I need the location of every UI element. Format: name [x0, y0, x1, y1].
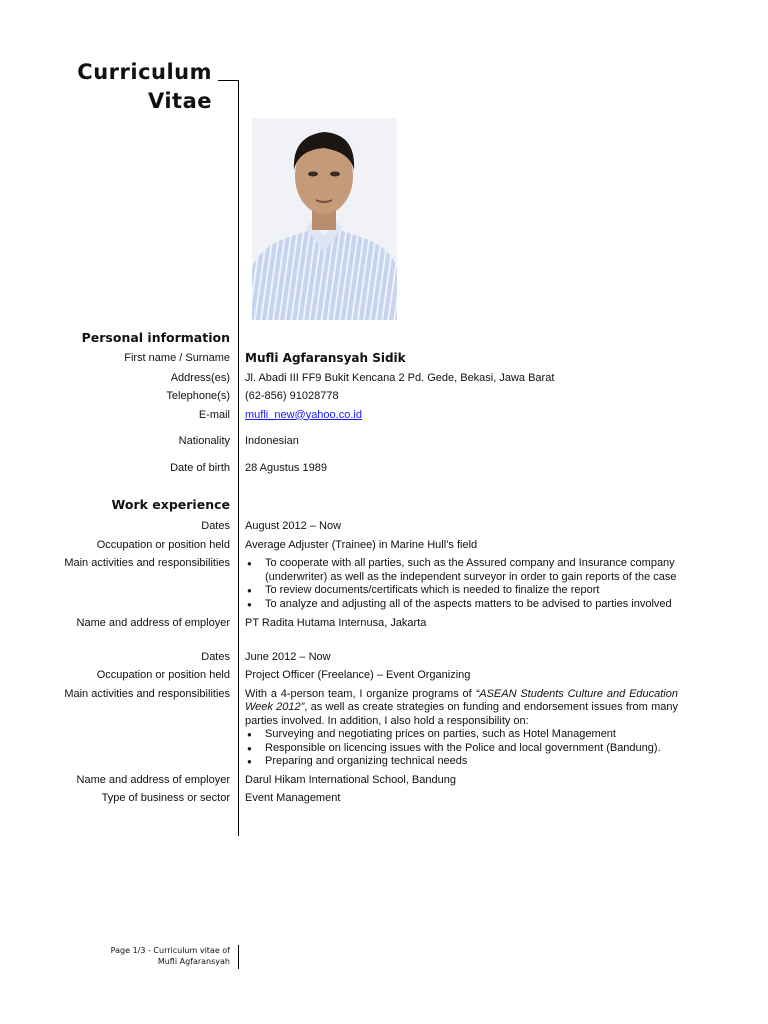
address-value: Jl. Abadi III FF9 Bukit Kencana 2 Pd. Gede, Bekasi, Jawa Barat	[245, 371, 555, 384]
personal-info-heading: Personal information	[81, 330, 230, 345]
job1-activities-row	[0, 557, 768, 611]
bullet-item: ● Responsible on licencing issues with the Police and local government (Bandung).	[245, 742, 678, 756]
job1-employer: PT Radita Hutama Internusa, Jakarta	[245, 617, 427, 629]
email-link[interactable]: mufli_new@yahoo.co.id	[245, 408, 362, 421]
job2-dates-row	[0, 651, 768, 665]
footer-divider	[238, 945, 239, 969]
field-label: Telephone(s)	[166, 390, 230, 402]
bullet-item: ● Preparing and organizing technical needs	[245, 755, 678, 769]
cv-title-line2: Vitae	[147, 89, 212, 113]
job2-employer-row	[0, 774, 768, 788]
title-rule	[218, 80, 239, 81]
nationality-value: Indonesian	[245, 435, 299, 447]
job1-employer-row	[0, 617, 768, 631]
job2-intro-after: , as well as create strategies on funding and endorsement issues from many parties involved. In addition, I also hold a responsibility on:	[245, 701, 679, 727]
job2-activities	[245, 688, 678, 769]
job1-dates-row	[0, 520, 768, 534]
field-telephone	[0, 390, 768, 404]
footer-owner: Mufli Agfaransyah	[157, 957, 230, 966]
cv-content	[0, 330, 768, 806]
job2-bullet-list	[245, 728, 678, 769]
job2-occupation: Project Officer (Freelance) – Event Organizing	[245, 669, 471, 681]
job2-intro-before: With a 4-person team, I organize programs of	[245, 687, 476, 700]
field-dob	[0, 462, 768, 476]
dob-value: 28 Agustus 1989	[245, 461, 327, 474]
job2-sector-row	[0, 792, 768, 806]
field-label: First name / Surname	[124, 352, 230, 364]
field-label: Date of birth	[170, 461, 230, 474]
job1-dates: August 2012 – Now	[245, 520, 342, 532]
cv-title-line1: Curriculum	[77, 60, 212, 84]
work-experience-heading: Work experience	[111, 497, 230, 512]
page-footer	[100, 945, 230, 967]
job2-employer: Darul Hikam International School, Bandung	[245, 773, 456, 786]
field-label: Occupation or position held	[96, 538, 230, 551]
job2-dates: June 2012 – Now	[245, 650, 331, 663]
job1-activities	[245, 557, 678, 611]
job2-sector: Event Management	[245, 792, 341, 804]
job2-occupation-row	[0, 669, 768, 683]
job2-intro	[245, 688, 678, 729]
field-label: Dates	[201, 650, 230, 663]
email-value-cell	[245, 409, 678, 423]
field-label: E-mail	[198, 408, 230, 421]
field-label: Main activities and responsibilities	[64, 687, 230, 700]
field-label: Name and address of employer	[76, 617, 230, 629]
job2-activities-row	[0, 688, 768, 769]
field-email	[0, 409, 768, 423]
profile-photo	[252, 118, 397, 320]
telephone-value: (62-856) 91028778	[245, 390, 339, 402]
job1-bullet-list	[245, 557, 678, 611]
field-label: Main activities and responsibilities	[64, 557, 230, 569]
bullet-item: ● To review documents/certificats which is needed to finalize the report	[245, 584, 678, 598]
field-label: Nationality	[178, 435, 230, 447]
footer-page-info: Page 1/3 - Curriculum vitae of	[110, 946, 230, 955]
full-name: Mufli Agfaransyah Sidik	[245, 351, 406, 365]
field-label: Dates	[201, 520, 230, 532]
field-name	[0, 352, 768, 366]
field-label: Name and address of employer	[76, 773, 230, 786]
bullet-item: ● To cooperate with all parties, such as the Assured company and Insurance company (underwriter) as well as the independent surveyor in order to gain reports of the case	[245, 557, 678, 584]
job1-occupation-row	[0, 539, 768, 553]
job1-occupation: Average Adjuster (Trainee) in Marine Hull’s field	[245, 538, 478, 551]
field-label: Occupation or position held	[96, 669, 230, 681]
field-address	[0, 372, 768, 386]
cv-title	[72, 58, 212, 116]
field-nationality	[0, 435, 768, 449]
field-label: Address(es)	[170, 371, 230, 384]
bullet-item: ● Surveying and negotiating prices on parties, such as Hotel Management	[245, 728, 678, 742]
job2-program-name: “ASEAN Students Culture and Education Week 2012”	[245, 687, 678, 713]
bullet-item: ● To analyze and adjusting all of the aspects matters to be advised to parties involved	[245, 598, 678, 612]
field-label: Type of business or sector	[101, 792, 230, 804]
